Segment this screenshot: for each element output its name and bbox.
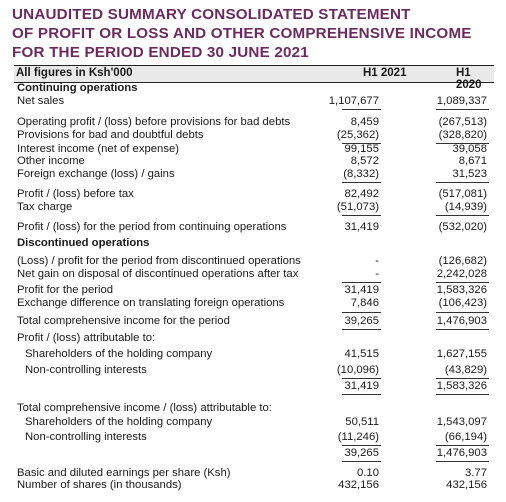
table-row (0, 380, 506, 393)
row-label: Other income (17, 155, 85, 167)
total-rule (436, 394, 489, 395)
value-h1-2020: 1,476,903 (436, 315, 487, 327)
title-line-1: UNAUDITED SUMMARY CONSOLIDATED STATEMENT (12, 6, 411, 23)
value-h1-2021: 50,511 (345, 416, 379, 428)
row-label: Tax charge (17, 201, 73, 213)
value-h1-2020: 39,058 (452, 143, 487, 155)
section-heading-continuing: Continuing operations (17, 82, 138, 94)
column-header-h1-2021: H1 2021 (363, 67, 407, 79)
row-label: Shareholders of the holding company (25, 348, 213, 360)
subtotal-rule (342, 182, 381, 183)
total-rule (436, 461, 489, 462)
table-row (0, 237, 506, 250)
row-label: Net sales (17, 95, 65, 107)
table-row (0, 221, 506, 234)
table-row (0, 332, 506, 345)
value-h1-2021: 1,107,677 (328, 95, 379, 107)
row-label: Total comprehensive income for the period (17, 315, 230, 327)
subtotal-rule (436, 312, 489, 313)
units-label: All figures in Ksh'000 (16, 67, 133, 79)
title-line-3: FOR THE PERIOD ENDED 30 JUNE 2021 (12, 44, 309, 61)
subtotal-rule (342, 282, 381, 283)
value-h1-2020: 1,476,903 (436, 447, 487, 459)
table-row (0, 155, 506, 168)
value-h1-2020: 1,583,326 (436, 380, 487, 392)
value-h1-2020: 2,242,028 (436, 268, 487, 280)
value-h1-2021: 31,419 (344, 221, 379, 233)
subtotal-rule (436, 215, 489, 216)
row-label: Exchange difference on translating foreign operations (17, 297, 285, 309)
table-row (0, 188, 506, 201)
table-row (0, 431, 506, 444)
row-label: Non-controlling interests (25, 431, 147, 443)
value-h1-2020: (14,939) (444, 201, 487, 213)
table-row (0, 447, 506, 460)
value-h1-2020: (43,829) (444, 364, 487, 376)
value-h1-2021: 31,419 (344, 380, 379, 392)
row-label: Non-controlling interests (25, 364, 147, 376)
value-h1-2020: (532,020) (438, 221, 487, 233)
total-rule (342, 461, 381, 462)
subtotal-rule (436, 378, 489, 379)
value-h1-2021: 99,155 (344, 143, 379, 155)
value-h1-2021: 8,459 (350, 116, 379, 128)
value-h1-2020: (126,682) (438, 255, 487, 267)
value-h1-2020: 1,627,155 (436, 348, 487, 360)
value-h1-2020: 1,583,326 (436, 284, 487, 296)
table-row (0, 348, 506, 361)
value-h1-2021: 31,419 (344, 284, 379, 296)
value-h1-2021: (25,362) (336, 129, 379, 141)
subtotal-rule (436, 445, 489, 446)
value-h1-2020: (106,423) (438, 297, 487, 309)
table-row (0, 416, 506, 429)
row-label: Total comprehensive income / (loss) attributable to: (17, 402, 272, 414)
row-label: Net gain on disposal of discontinued operations after tax (17, 268, 299, 280)
value-h1-2021: 39,265 (344, 315, 379, 327)
row-label: Foreign exchange (loss) / gains (17, 168, 175, 180)
total-rule (342, 394, 381, 395)
value-h1-2020: 31,523 (452, 168, 487, 180)
table-row (0, 82, 506, 95)
subtotal-rule (342, 445, 381, 446)
value-h1-2021: 7,846 (350, 297, 379, 309)
value-h1-2020: 3.77 (465, 467, 487, 479)
row-label: Provisions for bad and doubtful debts (17, 129, 204, 141)
table-row (0, 402, 506, 415)
row-label: Profit / (loss) attributable to: (17, 332, 156, 344)
value-h1-2021: 82,492 (344, 188, 379, 200)
table-row (0, 116, 506, 129)
table-row (0, 168, 506, 181)
table-row (0, 268, 506, 281)
subtotal-rule (436, 182, 489, 183)
row-label: Number of shares (in thousands) (17, 479, 182, 491)
table-row (0, 95, 506, 108)
table-row (0, 315, 506, 328)
title-line-2: OF PROFIT OR LOSS AND OTHER COMPREHENSIVE INCOME (12, 25, 472, 42)
section-heading-discontinued: Discontinued operations (17, 237, 150, 249)
value-h1-2021: (10,096) (336, 364, 379, 376)
table-row (0, 284, 506, 297)
table-row (0, 255, 506, 268)
subtotal-rule (342, 312, 381, 313)
row-label: Basic and diluted earnings per share (Ksh) (17, 467, 231, 479)
value-h1-2021: 0.10 (357, 467, 379, 479)
value-h1-2020: (267,513) (438, 116, 487, 128)
value-h1-2020: (66,194) (444, 431, 487, 443)
value-h1-2021: 41,515 (344, 348, 379, 360)
row-label: Operating profit / (loss) before provisions for bad debts (17, 116, 291, 128)
table-row (0, 364, 506, 377)
subtotal-rule (436, 282, 489, 283)
subtotal-rule (342, 109, 381, 110)
row-label: Shareholders of the holding company (25, 416, 213, 428)
table-row (0, 201, 506, 214)
table-row (0, 479, 506, 492)
value-h1-2020: 432,156 (446, 479, 487, 491)
value-h1-2020: 1,543,097 (436, 416, 487, 428)
table-row (0, 297, 506, 310)
subtotal-rule (436, 109, 489, 110)
table-row (0, 129, 506, 142)
row-label: Interest income (net of expense) (17, 143, 180, 155)
value-h1-2021: - (375, 268, 379, 280)
value-h1-2021: - (375, 255, 379, 267)
row-label: Profit / (loss) before tax (17, 188, 134, 200)
subtotal-rule (342, 215, 381, 216)
subtotal-rule (342, 329, 381, 330)
row-label: Profit / (loss) for the period from continuing operations (17, 221, 287, 233)
subtotal-rule (342, 378, 381, 379)
row-label: Profit for the period (17, 284, 114, 296)
statement-title (12, 5, 492, 62)
value-h1-2021: 39,265 (344, 447, 379, 459)
value-h1-2021: 432,156 (338, 479, 379, 491)
value-h1-2021: (11,246) (337, 431, 379, 443)
value-h1-2020: 8,671 (458, 155, 487, 167)
row-label: (Loss) / profit for the period from discontinued operations (17, 255, 301, 267)
value-h1-2021: (8,332) (343, 168, 379, 180)
subtotal-rule (436, 329, 489, 330)
column-header-h1-2020: H1 2020 (456, 67, 482, 91)
value-h1-2020: 1,089,337 (436, 95, 487, 107)
value-h1-2020: (517,081) (438, 188, 487, 200)
value-h1-2021: 8,572 (350, 155, 379, 167)
value-h1-2020: (328,820) (438, 129, 487, 141)
value-h1-2021: (51,073) (336, 201, 379, 213)
